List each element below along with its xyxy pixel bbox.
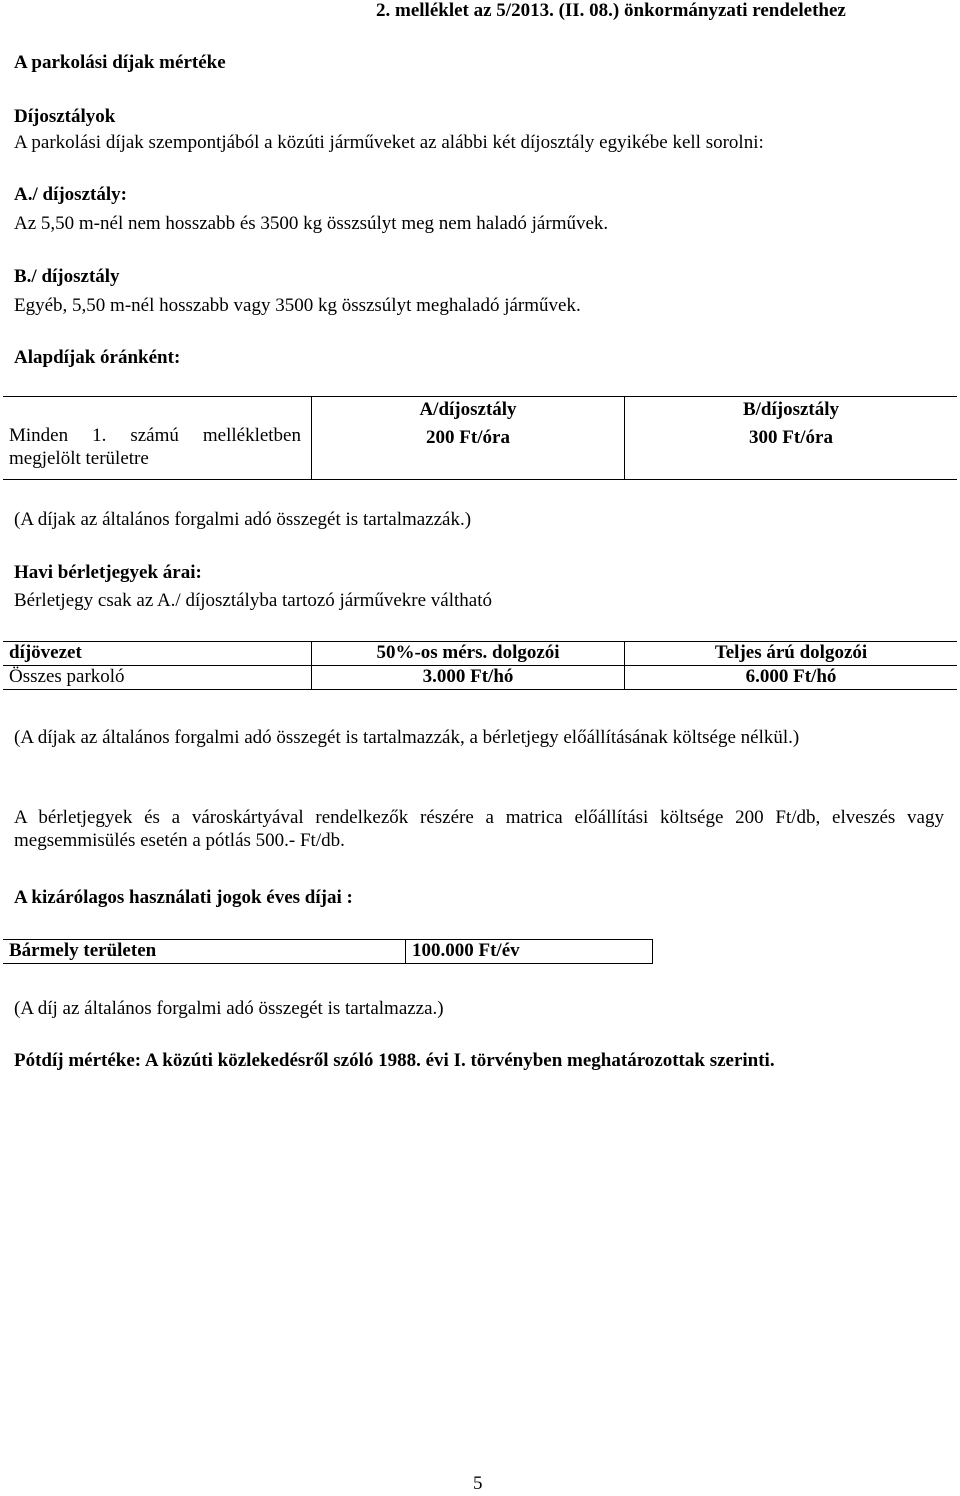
exclusive-fee-table bbox=[3, 939, 653, 964]
class-b-col-header: B/díjosztály bbox=[625, 397, 958, 428]
hourly-heading: Alapdíjak óránként: bbox=[14, 347, 181, 368]
monthly-heading: Havi bérletjegyek árai: bbox=[14, 562, 202, 583]
class-a-text: Az 5,50 m-nél nem hosszabb és 3500 kg összsúlyt meg nem haladó járművek. bbox=[14, 213, 609, 234]
zone-header: díjövezet bbox=[3, 642, 312, 666]
hourly-vat-note: (A díjak az általános forgalmi adó összegét is tartalmazzák.) bbox=[14, 509, 472, 530]
class-a-col-header: A/díjosztály bbox=[312, 397, 625, 428]
class-a-heading: A./ díjosztály: bbox=[14, 184, 127, 205]
exclusive-area: Bármely területen bbox=[3, 940, 406, 964]
monthly-vat-note: (A díjak az általános forgalmi adó összegét is tartalmazzák, a bérletjegy előállításának költsége nélkül.) bbox=[14, 727, 800, 748]
monthly-pass-table bbox=[3, 641, 957, 690]
sticker-fee-note: A bérletjegyek és a városkártyával rendelkezők részére a matrica előállítási költsége 200 Ft/db, elveszés vagy megsemmisülés esetén a pótlás 500.- Ft/db. bbox=[14, 807, 944, 851]
exclusive-heading: A kizárólagos használati jogok éves díjai : bbox=[14, 887, 353, 908]
class-b-text: Egyéb, 5,50 m-nél hosszabb vagy 3500 kg összsúlyt meghaladó járművek. bbox=[14, 295, 581, 316]
hourly-fee-table bbox=[3, 396, 957, 480]
zone-cell: Összes parkoló bbox=[3, 665, 312, 689]
full-price-header: Teljes árú dolgozói bbox=[625, 642, 958, 666]
class-a-hourly-fee: 200 Ft/óra bbox=[312, 427, 625, 480]
discounted-header: 50%-os mérs. dolgozói bbox=[312, 642, 625, 666]
full-price: 6.000 Ft/hó bbox=[625, 665, 958, 689]
page-number: 5 bbox=[473, 1473, 483, 1494]
document-title: A parkolási díjak mértéke bbox=[14, 52, 226, 73]
categories-heading: Díjosztályok bbox=[14, 106, 116, 127]
monthly-subtext: Bérletjegy csak az A./ díjosztályba tartozó járművekre váltható bbox=[14, 590, 492, 611]
annex-reference: 2. melléklet az 5/2013. (II. 08.) önkormányzati rendelethez bbox=[376, 0, 846, 21]
categories-intro: A parkolási díjak szempontjából a közúti járműveket az alábbi két díjosztály egyikébe kell sorolni: bbox=[14, 132, 764, 153]
discounted-price: 3.000 Ft/hó bbox=[312, 665, 625, 689]
exclusive-vat-note: (A díj az általános forgalmi adó összegét is tartalmazza.) bbox=[14, 998, 444, 1019]
class-b-hourly-fee: 300 Ft/óra bbox=[625, 427, 958, 480]
area-cell bbox=[3, 397, 312, 480]
area-label: Minden 1. számú mellékletben megjelölt területre bbox=[9, 425, 301, 469]
class-b-heading: B./ díjosztály bbox=[14, 266, 120, 287]
exclusive-fee: 100.000 Ft/év bbox=[406, 940, 653, 964]
surcharge-text: Pótdíj mértéke: A közúti közlekedésről szóló 1988. évi I. törvényben meghatározottak szerinti. bbox=[14, 1050, 775, 1071]
